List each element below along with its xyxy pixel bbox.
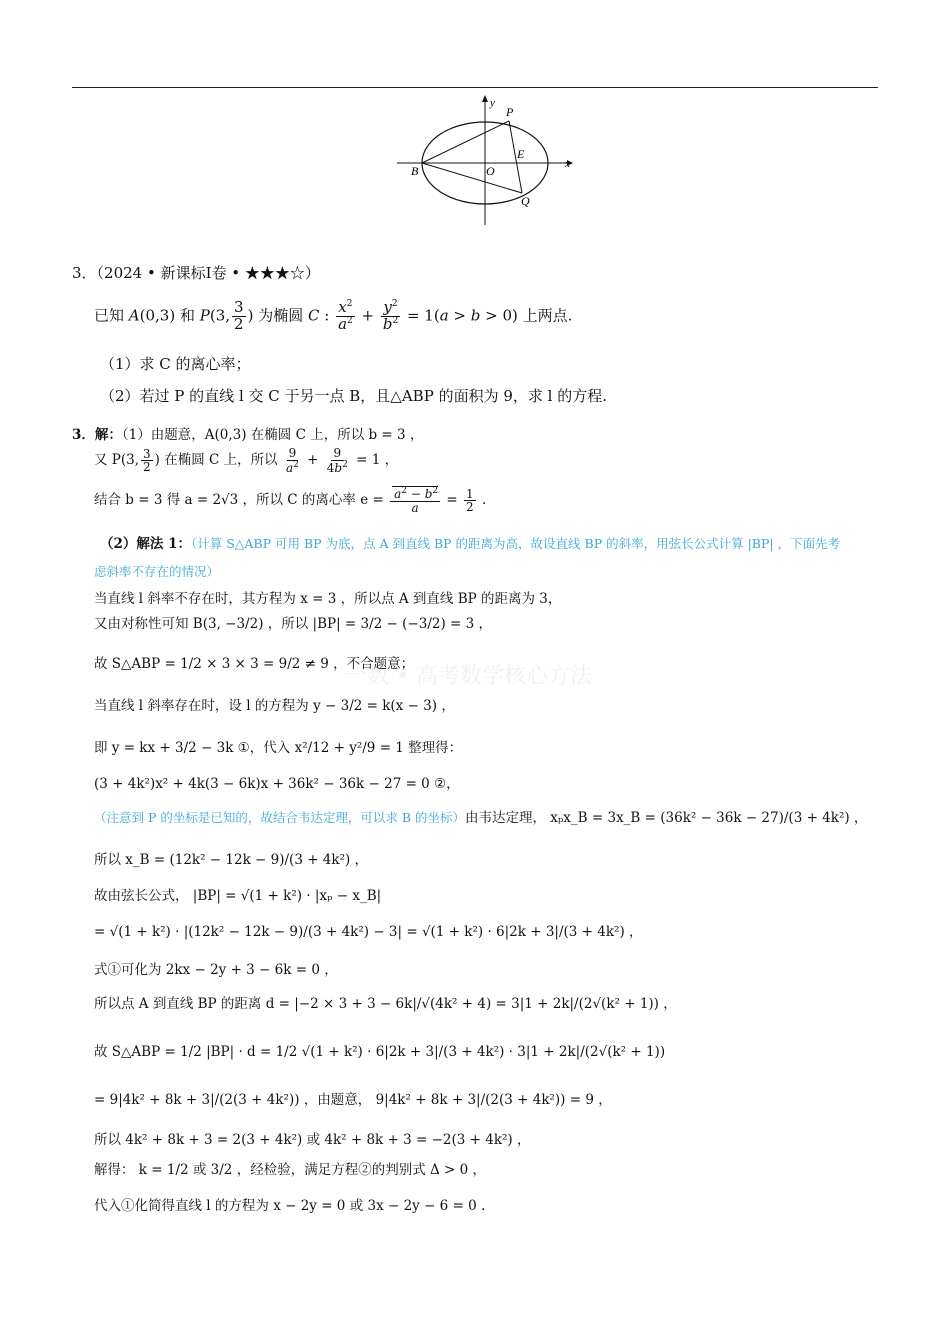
- ellipse-figure: [395, 92, 580, 227]
- solution-l2c: = 1 ，: [356, 452, 399, 469]
- solution-l2a: 又 P(3,: [94, 452, 140, 469]
- solution-l15: 所以点 A 到直线 BP 的距离 d = |−2 × 3 + 3 − 6k|/√(4k² + 4) = 3|1 + 2k|/(2√(k² + 1)) ，: [94, 996, 677, 1012]
- solution-lead: 3．解：: [72, 427, 122, 443]
- solution-l18: 所以 4k² + 8k + 3 = 2(3 + 4k²) 或 4k² + 8k + 3 = −2(3 + 4k²) ，: [94, 1132, 531, 1148]
- solution-l3a: 结合 b = 3 得 a = 2√3 ，所以 C 的离心率 e =: [94, 492, 384, 509]
- solution-line-1: [72, 423, 423, 443]
- label-p: P: [506, 105, 514, 119]
- solution-l11: 所以 x_B = (12k² − 12k − 9)/(3 + 4k²) ，: [94, 852, 369, 868]
- solution-l19: 解得： k = 1/2 或 3/2 ，经检验，满足方程②的判别式 Δ > 0 ，: [94, 1162, 487, 1178]
- stem-suffix: 上两点.: [522, 306, 573, 325]
- label-x: x: [565, 158, 570, 170]
- problem-header: 3．（2024 • 新课标Ⅰ卷 • ★★★☆）: [72, 264, 320, 282]
- label-b: B: [411, 164, 419, 178]
- problem-stem: 已知 A(0,3) 和 P(3, $\frac{3}{2}$ ) 为椭圆 C : $\frac{x^2}{a^2}$ + $\frac{y^2}{b^2}$ = 1(a > b > 0) 上两点.: [94, 298, 573, 333]
- solution-l14: 式①可化为 2kx − 2y + 3 − 6k = 0 ，: [94, 962, 338, 978]
- solution-l6: 故 S△ABP = 1/2 × 3 × 3 = 9/2 ≠ 9 ，不合题意；: [94, 656, 415, 672]
- solution-part2-line: [100, 532, 840, 552]
- label-q: Q: [521, 194, 530, 208]
- solution-l3c: .: [481, 492, 487, 509]
- solution-line-3: 结合 b = 3 得 a = 2√3 ，所以 C 的离心率 e = $\frac{a^2 - b^2}{a}$ = $\frac{1}{2}$ .: [94, 486, 487, 515]
- label-y: y: [490, 97, 495, 109]
- solution-note-3: （注意到 P 的坐标是已知的，故结合韦达定理，可以求 B 的坐标）: [94, 810, 465, 825]
- solution-line-10: [94, 806, 867, 826]
- header-rule: [72, 87, 878, 88]
- solution-line-2: 又 P(3, $\frac{3}{2}$ ) 在椭圆 C 上，所以 $\frac{9}{a^2}$ + $\frac{9}{4b^2}$ = 1 ，: [94, 446, 399, 475]
- segment-bp: [422, 121, 509, 163]
- solution-note-1: （计算 S△ABP 可用 BP 为底，点 A 到直线 BP 的距离为高，故设直线 BP 的斜率，用弦长公式计算 |BP| ，下面先考: [191, 536, 841, 551]
- solution-l9: (3 + 4k²)x² + 4k(3 − 6k)x + 36k² − 36k − 27 = 0 ②，: [94, 776, 460, 792]
- watermark: 一数 • 高考数学核心方法: [345, 664, 592, 689]
- solution-l3b: =: [446, 492, 458, 509]
- solution-l4: 当直线 l 斜率不存在时，其方程为 x = 3 ，所以点 A 到直线 BP 的距离为 3，: [94, 591, 562, 607]
- label-o: O: [486, 164, 495, 178]
- solution-l8: 即 y = kx + 3/2 − 3k ①，代入 x²/12 + y²/9 = 1 整理得：: [94, 740, 463, 756]
- solution-note-2: 虑斜率不存在的情况）: [94, 564, 220, 579]
- segment-bq: [422, 163, 522, 193]
- problem-part2: （2）若过 P 的直线 l 交 C 于另一点 B，且△ABP 的面积为 9，求 l 的方程.: [100, 387, 607, 405]
- solution-l13: = √(1 + k²) · |(12k² − 12k − 9)/(3 + 4k²) − 3| = √(1 + k²) · 6|2k + 3|/(3 + 4k²) ，: [94, 924, 643, 940]
- solution-l12: 故由弦长公式， |BP| = √(1 + k²) · |xₚ − x_B|: [94, 888, 382, 904]
- y-arrow: [482, 95, 488, 102]
- label-e: E: [517, 147, 525, 161]
- solution-l20: 代入①化简得直线 l 的方程为 x − 2y = 0 或 3x − 2y − 6 = 0 .: [94, 1198, 486, 1214]
- problem-part1: （1）求 C 的离心率；: [100, 355, 251, 373]
- solution-l16: 故 S△ABP = 1/2 |BP| · d = 1/2 √(1 + k²) · 6|2k + 3|/(3 + 4k²) · 3|1 + 2k|/(2√(k² + 1)): [94, 1044, 666, 1060]
- solution-l10: 由韦达定理， xₚx_B = 3x_B = (36k² − 36k − 27)/(3 + 4k²) ，: [465, 810, 868, 826]
- stem-mid: 为椭圆: [258, 306, 304, 325]
- stem-prefix: 已知: [94, 306, 125, 325]
- solution-l5: 又由对称性可知 B(3, −3/2) ，所以 |BP| = 3/2 − (−3/2) = 3 ，: [94, 616, 492, 632]
- solution-l2b: ) 在椭圆 C 上，所以: [154, 452, 278, 469]
- solution-l7: 当直线 l 斜率存在时，设 l 的方程为 y − 3/2 = k(x − 3) ，: [94, 698, 455, 714]
- solution-p2-lead: （2）解法 1：: [100, 536, 191, 552]
- solution-l17: = 9|4k² + 8k + 3|/(2(3 + 4k²)) ，由题意， 9|4k² + 8k + 3|/(2(3 + 4k²)) = 9 ，: [94, 1092, 612, 1108]
- solution-l1: （1）由题意，A(0,3) 在椭圆 C 上，所以 b = 3 ，: [121, 427, 424, 443]
